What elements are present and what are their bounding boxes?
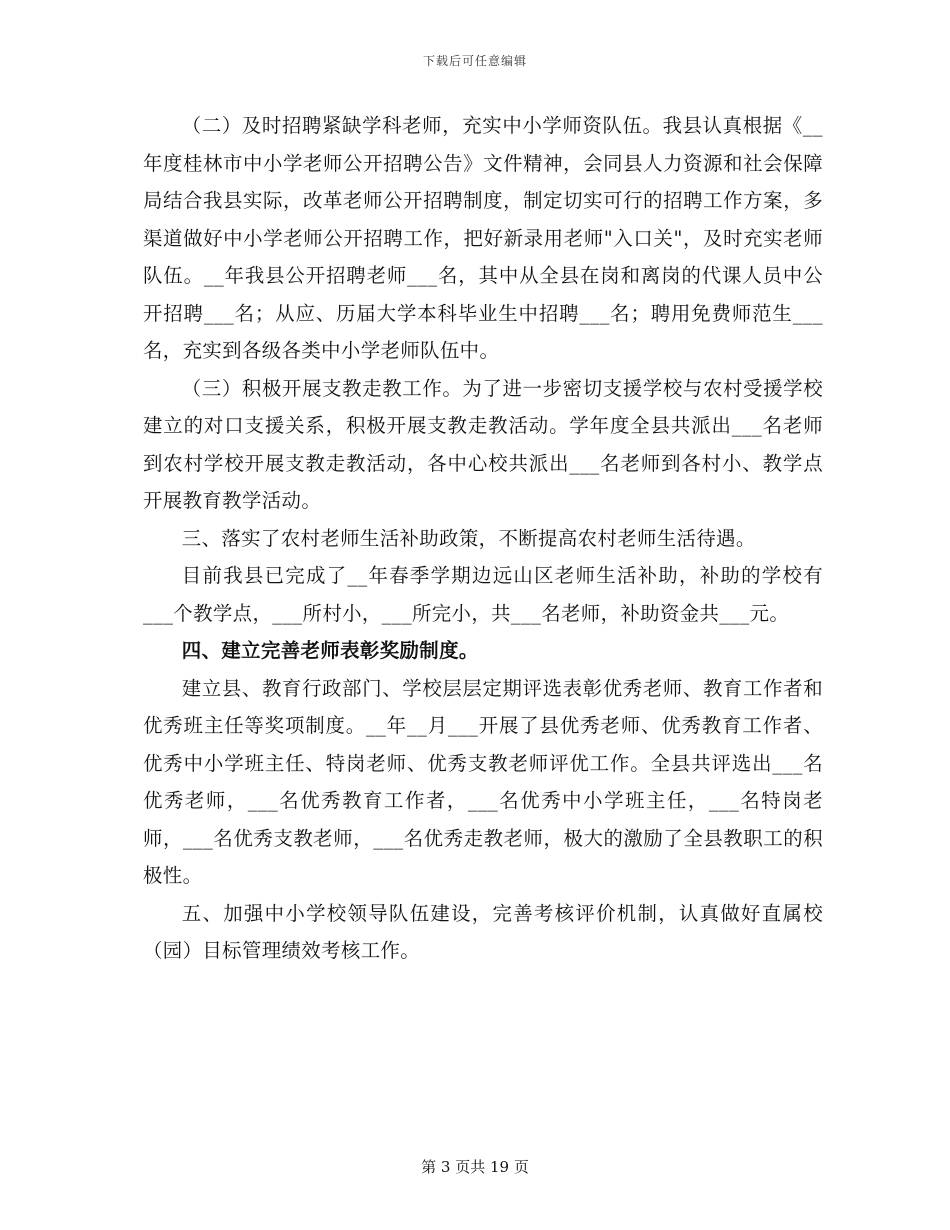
paragraph-rural-subsidy-policy: 三、落实了农村老师生活补助政策，不断提高农村老师生活待遇。 <box>181 526 756 550</box>
page-header: 下载后可任意编辑 <box>422 54 527 68</box>
paragraph-awards-system: 建立县、教育行政部门、学校层层定期评选表彰优秀老师、教育工作者和优秀班主任等奖项制度。__年__月___开展了县优秀老师、优秀教育工作者、优秀中小学班主任、特岗老师、优秀支教老师评优工作。全县共评选出___名优秀老师，___名优秀教育工作者，___名优秀中小学班主任，___名特岗老师，___名优秀支教老师，___名优秀走教老师，极大的激励了全县教职工的积极性。 <box>143 676 823 887</box>
page-footer: 第 3 页共 19 页 <box>421 1158 529 1176</box>
document-body <box>143 107 823 970</box>
paragraph-support-teaching: （三）积极开展支教走教工作。为了进一步密切支援学校与农村受援学校建立的对口支援关系，积极开展支教走教活动。学年度全县共派出___名老师到农村学校开展支教走教活动，各中心校共派出___名老师到各村小、教学点开展教育教学活动。 <box>143 376 823 512</box>
paragraph-leadership: 五、加强中小学校领导队伍建设，完善考核评价机制，认真做好直属校（园）目标管理绩效考核工作。 <box>143 901 823 962</box>
paragraph-subsidy-status: 目前我县已完成了__年春季学期边远山区老师生活补助，补助的学校有___个教学点，___所村小，___所完小，共___名老师，补助资金共___元。 <box>143 564 823 625</box>
section-heading-awards: 四、建立完善老师表彰奖励制度。 <box>181 639 479 662</box>
paragraph-recruitment: （二）及时招聘紧缺学科老师，充实中小学师资队伍。我县认真根据《__年度桂林市中小学老师公开招聘公告》文件精神，会同县人力资源和社会保障局结合我县实际，改革老师公开招聘制度，制定切实可行的招聘工作方案，多渠道做好中小学老师公开招聘工作，把好新录用老师"入口关"，及时充实老师队伍。__年我县公开招聘老师___名，其中从全县在岗和离岗的代课人员中公开招聘___名；从应、历届大学本科毕业生中招聘___名；聘用免费师范生___名，充实到各级各类中小学老师队伍中。 <box>143 114 823 362</box>
